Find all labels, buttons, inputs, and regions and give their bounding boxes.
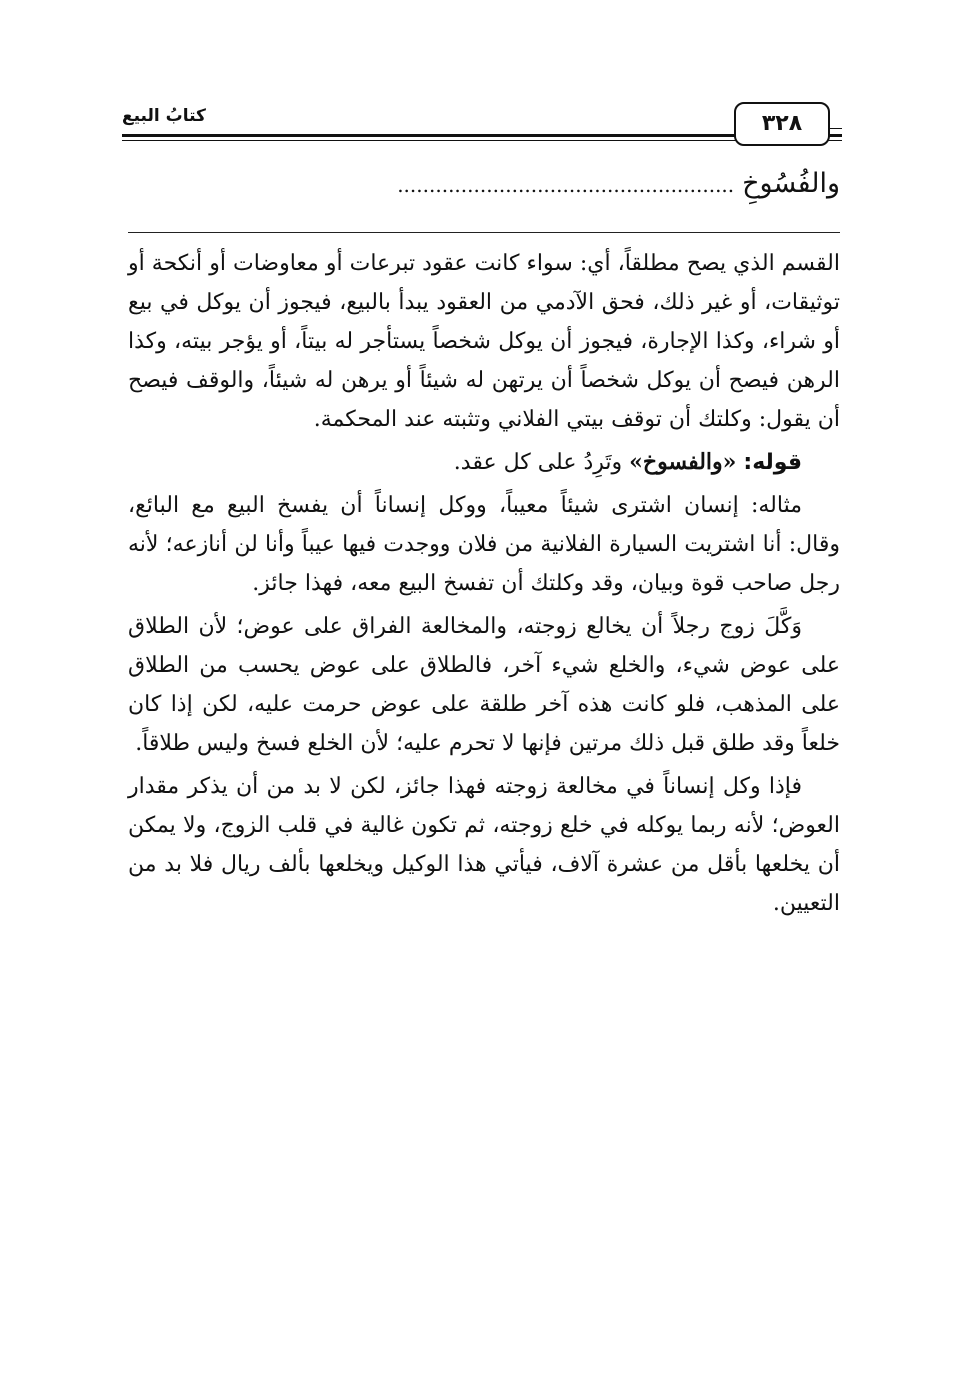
paragraph-5: فإذا وكل إنساناً في مخالعة زوجته فهذا جائز، لكن لا بد من أن يذكر مقدار العوض؛ لأنه ربما يوكله في خلع زوجته، ثم تكون غالية في قلب الزوج، ولا يمكن أن يخلعها بأقل من عشرة آلاف، فيأتي هذا الوكيل ويخلعها بألف ريال فلا بد من التعيين. — [128, 774, 840, 916]
matn-line — [128, 168, 840, 212]
running-header — [122, 98, 842, 150]
paragraph-3: مثاله: إنسان اشترى شيئاً معيباً، ووكل إنساناً أن يفسخ البيع مع البائع، وقال: أنا اشتريت السيارة الفلانية من فلان ووجدت فيها عيباً وأنا لن أنازعه؛ لأنه رجل صاحب قوة وبيان، وقد وكلتك أن تفسخ البيع معه، فهذا جائز. — [128, 493, 840, 596]
quoted-term: «والفسوخ» — [629, 449, 737, 475]
matn-dots: ..................................................... — [397, 173, 735, 197]
book-title: كتابُ البيع — [122, 106, 206, 126]
paragraph-1: القسم الذي يصح مطلقاً، أي: سواء كانت عقود تبرعات أو معاوضات أو أنكحة أو توثيقات، أو غير ذلك، فحق الآدمي من العقود يبدأ بالبيع، فيجوز أن يوكل في بيع أو شراء، وكذا الإجارة، فيجوز أن يوكل شخصاً يستأجر له بيتاً، أو يؤجر بيته، وكذا الرهن فيصح أن يوكل شخصاً أن يرتهن له شيئاً أو يرهن له شيئاً، والوقف فيصح أن يقول: وكلتك أن توقف بيتي الفلاني وتثبته عند المحكمة. — [128, 251, 840, 432]
paragraph-2-text: وتَرِدُ على كل عقد. — [453, 450, 630, 475]
separator-rule — [128, 232, 840, 233]
matn-word: والفُسُوخِ — [742, 168, 840, 199]
paragraph-2 — [128, 443, 840, 482]
page-number: ٣٢٨ — [734, 102, 830, 146]
paragraph-4: وَكَّلَ زوج رجلاً أن يخالع زوجته، والمخالعة الفراق على عوض؛ لأن الطلاق على عوض شيء، والخلع شيء آخر، فالطلاق على عوض يحسب من الطلاق على المذهب، فلو كانت هذه آخر طلقة على عوض حرمت عليه، لكن إذا كان خلعاً وقد طلق قبل ذلك مرتين فإنها لا تحرم عليه؛ لأن الخلع فسخ وليس طلاقاً. — [128, 614, 840, 756]
page-body — [128, 244, 840, 927]
qawluh-label: قوله: — [743, 450, 802, 475]
